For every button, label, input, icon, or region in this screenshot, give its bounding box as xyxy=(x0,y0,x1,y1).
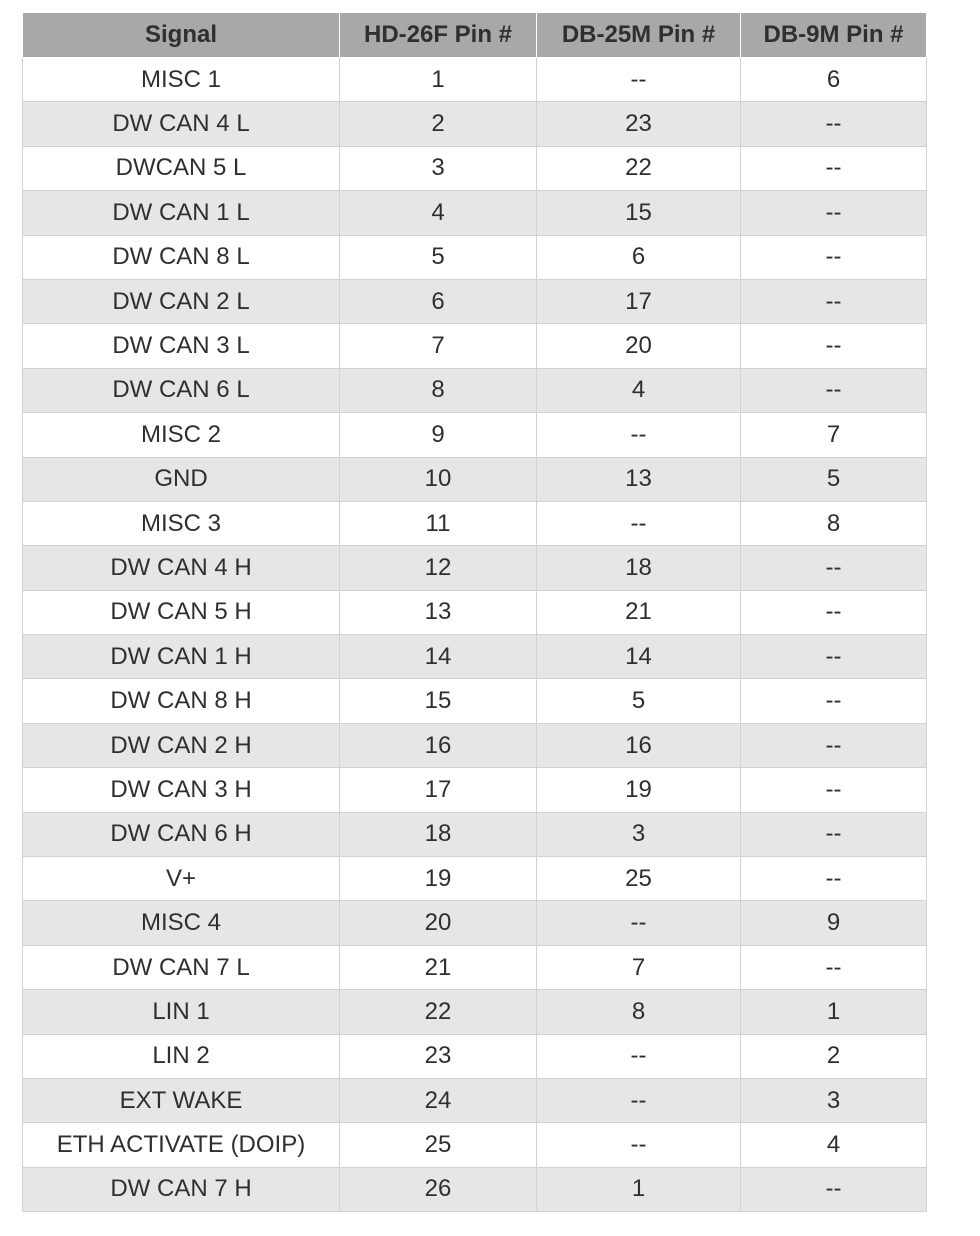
db25m-pin-cell: 4 xyxy=(537,368,741,412)
table-row xyxy=(23,102,927,146)
table-row xyxy=(23,590,927,634)
signal-cell: DW CAN 3 L xyxy=(23,324,340,368)
db9m-pin-cell: -- xyxy=(741,235,927,279)
db25m-pin-cell: -- xyxy=(537,58,741,102)
db25m-pin-cell: 22 xyxy=(537,146,741,190)
hd26f-pin-cell: 11 xyxy=(340,501,537,545)
hd26f-pin-cell: 14 xyxy=(340,635,537,679)
signal-cell: DW CAN 4 H xyxy=(23,546,340,590)
column-header-db25m-pin: DB-25M Pin # xyxy=(537,13,741,58)
db9m-pin-cell: -- xyxy=(741,590,927,634)
db25m-pin-cell: 17 xyxy=(537,279,741,323)
db9m-pin-cell: -- xyxy=(741,1167,927,1211)
hd26f-pin-cell: 26 xyxy=(340,1167,537,1211)
table-row xyxy=(23,191,927,235)
hd26f-pin-cell: 8 xyxy=(340,368,537,412)
db9m-pin-cell: -- xyxy=(741,945,927,989)
signal-cell: MISC 3 xyxy=(23,501,340,545)
table-row xyxy=(23,812,927,856)
signal-cell: V+ xyxy=(23,857,340,901)
db9m-pin-cell: -- xyxy=(741,368,927,412)
db25m-pin-cell: 18 xyxy=(537,546,741,590)
db25m-pin-cell: -- xyxy=(537,1034,741,1078)
column-header-signal: Signal xyxy=(23,13,340,58)
db9m-pin-cell: -- xyxy=(741,812,927,856)
signal-cell: DW CAN 2 L xyxy=(23,279,340,323)
db25m-pin-cell: 14 xyxy=(537,635,741,679)
db9m-pin-cell: 1 xyxy=(741,990,927,1034)
db25m-pin-cell: 1 xyxy=(537,1167,741,1211)
table-row xyxy=(23,945,927,989)
db25m-pin-cell: 13 xyxy=(537,457,741,501)
signal-cell: DW CAN 5 H xyxy=(23,590,340,634)
db25m-pin-cell: 6 xyxy=(537,235,741,279)
db25m-pin-cell: 3 xyxy=(537,812,741,856)
column-header-hd26f-pin: HD-26F Pin # xyxy=(340,13,537,58)
db9m-pin-cell: 6 xyxy=(741,58,927,102)
db9m-pin-cell: 3 xyxy=(741,1078,927,1122)
signal-cell: DW CAN 2 H xyxy=(23,723,340,767)
signal-cell: LIN 2 xyxy=(23,1034,340,1078)
table-header xyxy=(23,13,927,58)
db9m-pin-cell: -- xyxy=(741,279,927,323)
db9m-pin-cell: -- xyxy=(741,723,927,767)
signal-cell: DW CAN 1 H xyxy=(23,635,340,679)
db25m-pin-cell: -- xyxy=(537,901,741,945)
table-row xyxy=(23,635,927,679)
hd26f-pin-cell: 12 xyxy=(340,546,537,590)
db9m-pin-cell: 5 xyxy=(741,457,927,501)
table-row xyxy=(23,368,927,412)
db25m-pin-cell: -- xyxy=(537,1123,741,1167)
table-row xyxy=(23,235,927,279)
signal-cell: MISC 4 xyxy=(23,901,340,945)
db25m-pin-cell: 15 xyxy=(537,191,741,235)
db9m-pin-cell: 4 xyxy=(741,1123,927,1167)
hd26f-pin-cell: 3 xyxy=(340,146,537,190)
table-row xyxy=(23,279,927,323)
table-row xyxy=(23,857,927,901)
hd26f-pin-cell: 15 xyxy=(340,679,537,723)
signal-cell: DW CAN 7 L xyxy=(23,945,340,989)
db25m-pin-cell: 5 xyxy=(537,679,741,723)
db25m-pin-cell: 20 xyxy=(537,324,741,368)
table-row xyxy=(23,1034,927,1078)
pinout-table xyxy=(22,12,927,1212)
signal-cell: DW CAN 8 L xyxy=(23,235,340,279)
signal-cell: ETH ACTIVATE (DOIP) xyxy=(23,1123,340,1167)
hd26f-pin-cell: 6 xyxy=(340,279,537,323)
db25m-pin-cell: 19 xyxy=(537,768,741,812)
table-row xyxy=(23,457,927,501)
db9m-pin-cell: 2 xyxy=(741,1034,927,1078)
hd26f-pin-cell: 19 xyxy=(340,857,537,901)
header-row xyxy=(23,13,927,58)
hd26f-pin-cell: 24 xyxy=(340,1078,537,1122)
signal-cell: DW CAN 8 H xyxy=(23,679,340,723)
signal-cell: DW CAN 6 L xyxy=(23,368,340,412)
table-row xyxy=(23,768,927,812)
table-row xyxy=(23,901,927,945)
hd26f-pin-cell: 9 xyxy=(340,413,537,457)
signal-cell: DW CAN 1 L xyxy=(23,191,340,235)
db25m-pin-cell: 7 xyxy=(537,945,741,989)
signal-cell: DW CAN 3 H xyxy=(23,768,340,812)
hd26f-pin-cell: 2 xyxy=(340,102,537,146)
db9m-pin-cell: -- xyxy=(741,546,927,590)
db9m-pin-cell: 7 xyxy=(741,413,927,457)
table-row xyxy=(23,546,927,590)
table-row xyxy=(23,1123,927,1167)
table-row xyxy=(23,679,927,723)
table-row xyxy=(23,1078,927,1122)
db9m-pin-cell: 8 xyxy=(741,501,927,545)
hd26f-pin-cell: 18 xyxy=(340,812,537,856)
column-header-db9m-pin: DB-9M Pin # xyxy=(741,13,927,58)
table-row xyxy=(23,324,927,368)
hd26f-pin-cell: 23 xyxy=(340,1034,537,1078)
hd26f-pin-cell: 13 xyxy=(340,590,537,634)
hd26f-pin-cell: 10 xyxy=(340,457,537,501)
db25m-pin-cell: 16 xyxy=(537,723,741,767)
table-row xyxy=(23,413,927,457)
hd26f-pin-cell: 16 xyxy=(340,723,537,767)
table-body xyxy=(23,58,927,1212)
signal-cell: LIN 1 xyxy=(23,990,340,1034)
signal-cell: MISC 1 xyxy=(23,58,340,102)
hd26f-pin-cell: 1 xyxy=(340,58,537,102)
db9m-pin-cell: -- xyxy=(741,324,927,368)
table-row xyxy=(23,146,927,190)
hd26f-pin-cell: 4 xyxy=(340,191,537,235)
db25m-pin-cell: -- xyxy=(537,501,741,545)
hd26f-pin-cell: 20 xyxy=(340,901,537,945)
db9m-pin-cell: -- xyxy=(741,635,927,679)
db9m-pin-cell: -- xyxy=(741,102,927,146)
signal-cell: EXT WAKE xyxy=(23,1078,340,1122)
signal-cell: DW CAN 6 H xyxy=(23,812,340,856)
db25m-pin-cell: -- xyxy=(537,413,741,457)
table-row xyxy=(23,501,927,545)
db9m-pin-cell: -- xyxy=(741,191,927,235)
hd26f-pin-cell: 5 xyxy=(340,235,537,279)
hd26f-pin-cell: 7 xyxy=(340,324,537,368)
hd26f-pin-cell: 25 xyxy=(340,1123,537,1167)
db25m-pin-cell: 21 xyxy=(537,590,741,634)
table-row xyxy=(23,990,927,1034)
db9m-pin-cell: -- xyxy=(741,679,927,723)
db25m-pin-cell: 25 xyxy=(537,857,741,901)
db25m-pin-cell: 8 xyxy=(537,990,741,1034)
signal-cell: GND xyxy=(23,457,340,501)
hd26f-pin-cell: 22 xyxy=(340,990,537,1034)
signal-cell: DW CAN 7 H xyxy=(23,1167,340,1211)
hd26f-pin-cell: 21 xyxy=(340,945,537,989)
signal-cell: DW CAN 4 L xyxy=(23,102,340,146)
db9m-pin-cell: -- xyxy=(741,857,927,901)
table-row xyxy=(23,58,927,102)
db9m-pin-cell: -- xyxy=(741,146,927,190)
table-row xyxy=(23,1167,927,1211)
table-row xyxy=(23,723,927,767)
signal-cell: DWCAN 5 L xyxy=(23,146,340,190)
db25m-pin-cell: -- xyxy=(537,1078,741,1122)
db9m-pin-cell: 9 xyxy=(741,901,927,945)
signal-cell: MISC 2 xyxy=(23,413,340,457)
hd26f-pin-cell: 17 xyxy=(340,768,537,812)
db25m-pin-cell: 23 xyxy=(537,102,741,146)
db9m-pin-cell: -- xyxy=(741,768,927,812)
